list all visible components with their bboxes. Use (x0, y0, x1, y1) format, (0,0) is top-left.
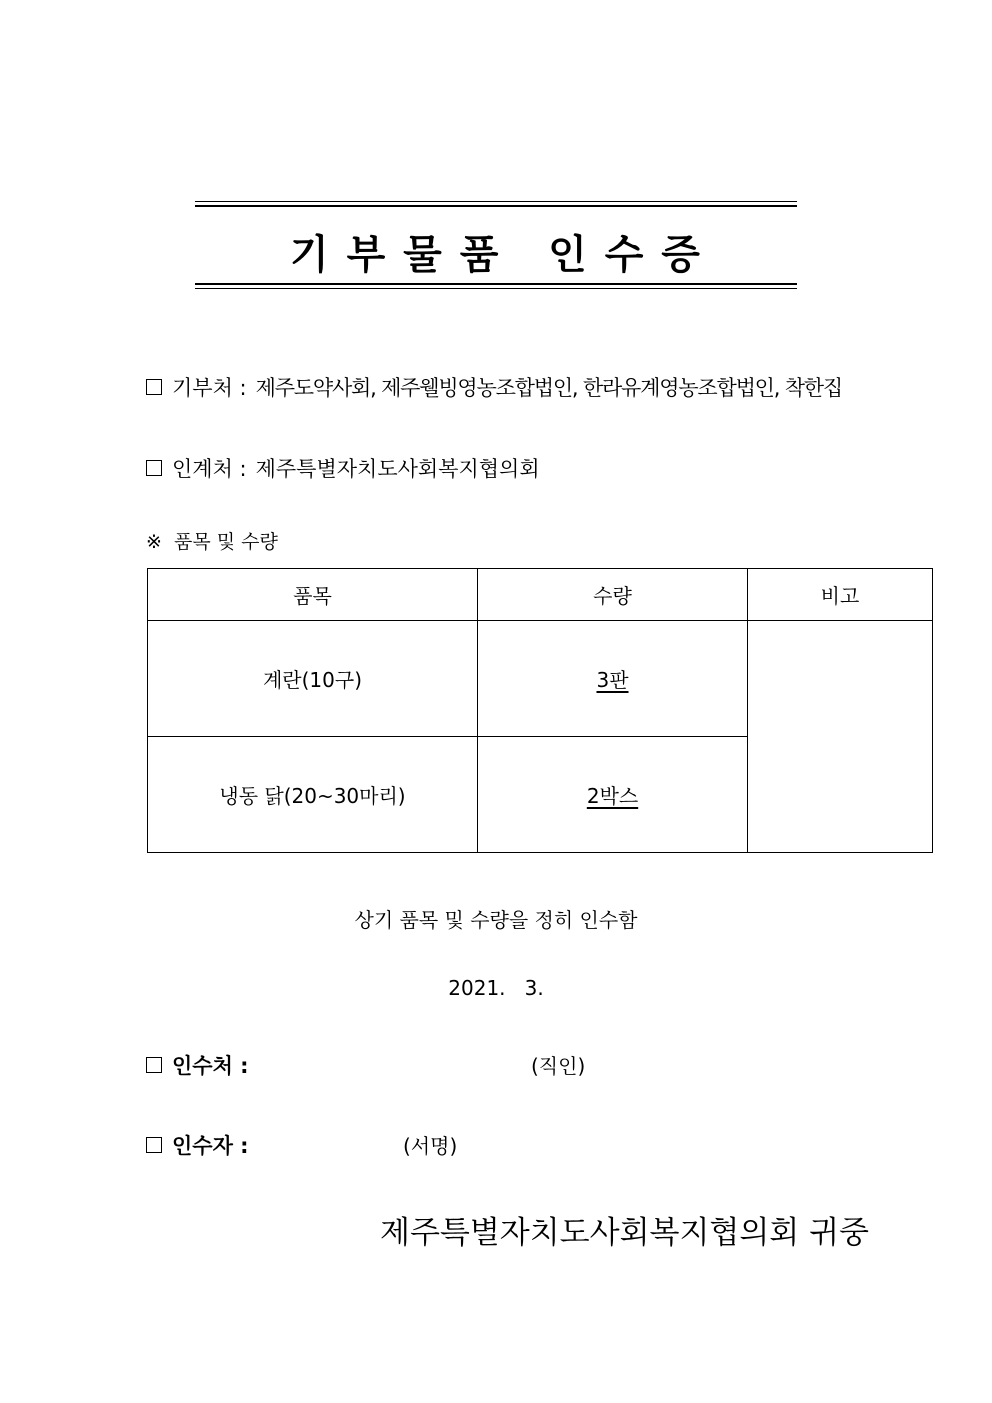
title-top-rule (195, 201, 797, 202)
checkbox-square-icon (146, 1057, 162, 1073)
transferee-label: 인계처 : (172, 457, 247, 481)
checkbox-square-icon (146, 379, 162, 395)
document-title: 기 부 물 품 인 수 증 (290, 232, 702, 278)
remark-cell (748, 621, 933, 853)
item-quantity-cell (478, 737, 748, 853)
header-item: 품목 (148, 569, 478, 621)
title-bottom-rule-thick (195, 283, 797, 285)
items-note (146, 527, 278, 554)
receiver-org-line (146, 1050, 249, 1080)
checkbox-square-icon (146, 460, 162, 476)
title-top-rule-thick (195, 205, 797, 207)
date-text: 2021. 3. (448, 976, 544, 1000)
title-bottom-rule (195, 288, 797, 289)
item-name: 냉동 닭(20~30마리) (148, 737, 478, 853)
addressee: 제주특별자치도사회복지협의회 귀중 (380, 1215, 869, 1251)
transferee-line (146, 453, 540, 483)
items-table (147, 568, 933, 853)
donor-value: 제주도약사회, 제주웰빙영농조합법인, 한라유계영농조합법인, 착한집 (255, 376, 842, 400)
transferee-value: 제주특별자치도사회복지협의회 (255, 457, 540, 481)
item-quantity-cell (478, 621, 748, 737)
reference-mark-icon: ※ (146, 531, 162, 553)
item-quantity: 2박스 (586, 784, 639, 808)
title-block (195, 201, 797, 290)
signature-hint: (서명) (403, 1134, 458, 1158)
confirmation-text: 상기 품목 및 수량을 정히 인수함 (354, 908, 638, 932)
item-quantity: 3판 (596, 668, 629, 692)
donor-line (146, 372, 842, 402)
table-row (148, 621, 933, 737)
header-remark: 비고 (748, 569, 933, 621)
header-quantity: 수량 (478, 569, 748, 621)
donor-label: 기부처 : (172, 376, 247, 400)
seal-hint: (직인) (531, 1054, 586, 1078)
receiver-person-label: 인수자 : (172, 1134, 249, 1158)
checkbox-square-icon (146, 1137, 162, 1153)
table-header-row (148, 569, 933, 621)
item-name: 계란(10구) (148, 621, 478, 737)
receiver-person-line (146, 1130, 249, 1160)
receiver-org-label: 인수처 : (172, 1054, 249, 1078)
items-note-text: 품목 및 수량 (173, 531, 278, 553)
